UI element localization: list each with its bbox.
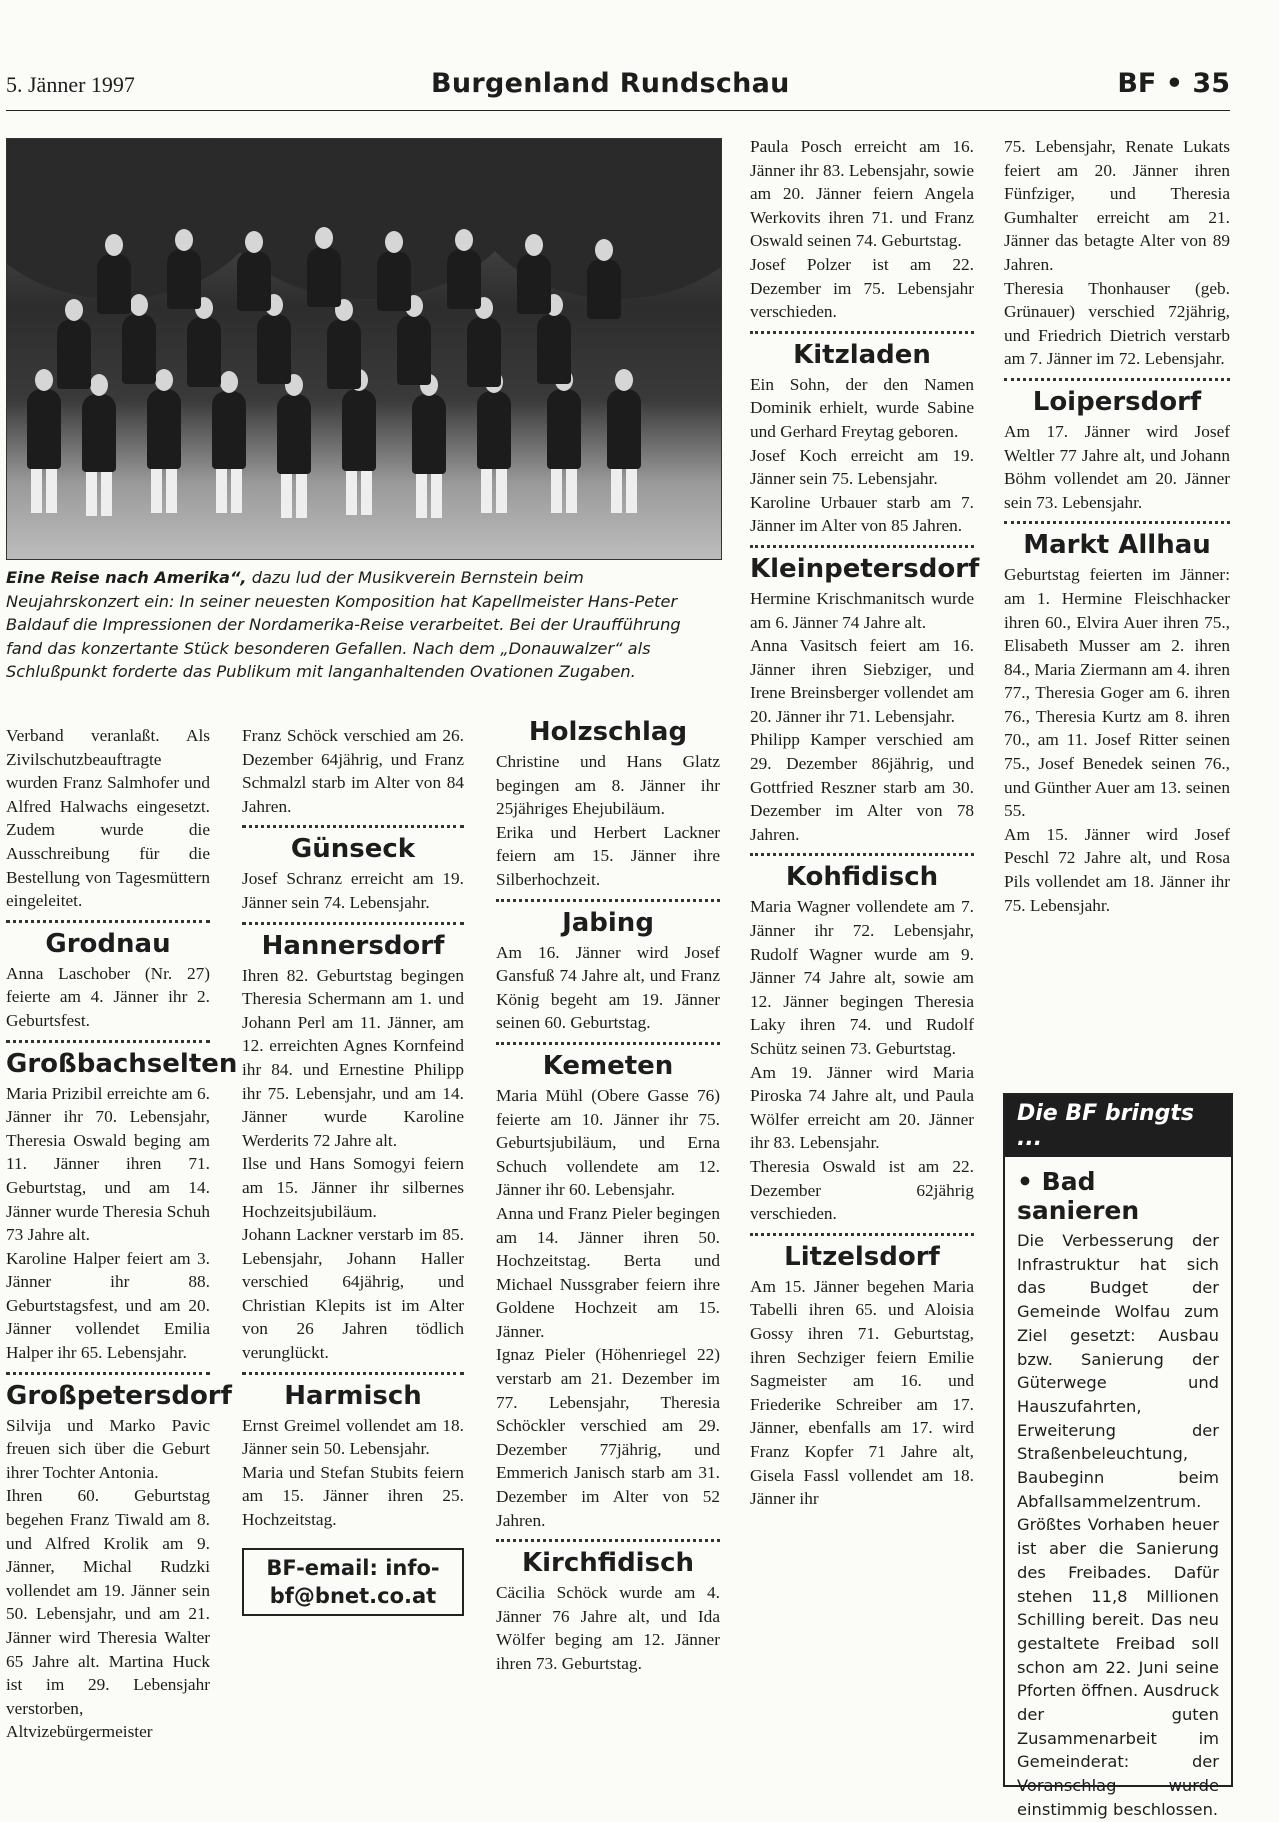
issue-date: 5. Jänner 1997 [6, 72, 135, 97]
heading-kirchfidisch: Kirchfidisch [522, 1548, 694, 1579]
col4-intro-1: Paula Posch erreicht am 16. Jänner ihr 83. Lebensjahr, sowie am 20. Jänner feiern Angela Werkovits ihren 71. und Franz Oswald seinen 74. Geburtstag. [750, 137, 974, 251]
divider [1004, 378, 1230, 381]
column-2 [242, 724, 464, 1616]
divider [750, 545, 974, 548]
hannersdorf-text-1: Ihren 82. Geburtstag begingen Theresia Schermann am 1. und Johann Perl am 11. Jänner, am 12. erreichten Agnes Kornfeind ihr 84. und Ernestine Philipp ihr 75. Lebensjahr, und am 14. Jänner wurde Karoline Werderits 72 Jahre alt. [242, 965, 464, 1150]
kleinpetersdorf-text-1: Hermine Krischmanitsch wurde am 6. Jänner 74 Jahre alt. [750, 588, 974, 632]
divider [496, 1539, 720, 1542]
heading-holzschlag: Holzschlag [528, 717, 688, 747]
kohfidisch-text-1: Maria Wagner vollendete am 7. Jänner ihr 72. Lebensjahr, Rudolf Wagner wurde am 9. Jänner 74 Jahre alt, sowie am 12. Jänner begingen Theresia Laky ihren 74. und Rudolf Schütz seinen 73. Geburtstag. [750, 897, 974, 1058]
loipersdorf-text: Am 17. Jänner wird Josef Weltler 77 Jahre alt, und Johann Böhm vollendet am 20. Jänner sein 73. Lebensjahr. [1004, 421, 1230, 512]
litzelsdorf-text: Am 15. Jänner begehen Maria Tabelli ihren 65. und Aloisia Gossy ihren 71. Geburtstag, ihren Sechziger feiern Emilie Sagmeister am 16. und Friederike Schreiber am 17. Jänner, ebenfalls am 17. wird Franz Kopfer 71 Jahre alt, Gisela Fassl vollendet am 18. Jänner ihr [750, 1276, 974, 1509]
harmisch-text-1: Ernst Greimel vollendet am 18. Jänner sein 50. Lebensjahr. [242, 1415, 464, 1459]
kitzladen-text-3: Karoline Urbauer starb am 7. Jänner im Alter von 85 Jahren. [750, 492, 974, 536]
heading-markt-allhau: Markt Allhau [1023, 530, 1211, 561]
heading-grosspetersdorf: Großpetersdorf [6, 1380, 232, 1411]
box-title-bar: Die BF bringts ... [1005, 1095, 1231, 1157]
heading-kemeten: Kemeten [542, 1050, 674, 1081]
divider [6, 1040, 210, 1043]
harmisch-text-2: Maria und Stefan Stubits feiern am 15. Jänner ihren 25. Hochzeitstag. [242, 1462, 464, 1530]
jabing-text: Am 16. Jänner wird Josef Gansfuß 74 Jahre alt, und Franz König begeht am 19. Jänner seinen 60. Geburtstag. [496, 942, 720, 1033]
newspaper-title: Burgenland Rundschau [431, 68, 790, 99]
heading-grodnau: Grodnau [45, 928, 171, 959]
column-3 [496, 712, 720, 1676]
divider [1004, 521, 1230, 524]
kohfidisch-text-3: Theresia Oswald ist am 22. Dezember 62jährig verschieden. [750, 1156, 974, 1224]
page-header [6, 70, 1230, 111]
kemeten-text-1: Maria Mühl (Obere Gasse 76) feierte am 10. Jänner ihr 75. Geburtsjubiläum, und Erna Schuch vollendete am 12. Jänner ihr 60. Lebensjahr. [496, 1085, 720, 1200]
divider [496, 1042, 720, 1045]
band-photo [6, 138, 722, 560]
divider [242, 922, 464, 925]
divider [750, 853, 974, 856]
box-text: Die Verbesserung der Infrastruktur hat sich das Budget der Gemeinde Wolfau zum Ziel gesetzt: Ausbau bzw. Sanierung der Güterwege und Hauszufahrten, Erweiterung der Straßenbeleuchtung, Baubeginn beim Abfallsammelzentrum. Größtes Vorhaben heuer ist aber die Sanierung des Freibades. Dafür stehen 11,8 Millionen Schilling bereit. Das neu gestaltete Freibad soll schon am 22. Juni seine Pforten öffnen. Ausdruck der guten Zusammenarbeit im Gemeinderat: der Voranschlag wurde einstimmig beschlossen. [1017, 1231, 1219, 1819]
kitzladen-text-1: Ein Sohn, der den Namen Dominik erhielt, wurde Sabine und Gerhard Freytag geboren. [750, 374, 974, 441]
col2-intro: Franz Schöck verschied am 26. Dezember 64jährig, und Franz Schmalzl starb im Alter von 84 Jahren. [242, 726, 464, 816]
heading-kitzladen: Kitzladen [793, 339, 931, 370]
markt-allhau-text-2: Am 15. Jänner wird Josef Peschl 72 Jahre alt, und Rosa Pils vollendet am 18. Jänner ihr 75. Lebensjahr. [1004, 824, 1230, 915]
divider [242, 825, 464, 828]
grossbachselten-text-2: Karoline Halper feiert am 3. Jänner ihr 88. Geburtstagsfest, und am 20. Jänner vollendet Emilia Halper ihr 65. Lebensjahr. [6, 1248, 210, 1363]
kemeten-text-2: Anna und Franz Pieler begingen am 14. Jänner ihren 50. Hochzeitstag. Berta und Michael Nussgraber feiern ihre Goldene Hochzeit am 15. Jänner. [496, 1203, 720, 1341]
column-1 [6, 724, 238, 1744]
heading-jabing: Jabing [562, 907, 654, 938]
kohfidisch-text-2: Am 19. Jänner wird Maria Piroska 74 Jahre alt, und Paula Wölfer erreicht am 20. Jänner ihr 83. Lebensjahr. [750, 1062, 974, 1153]
caption-text: dazu lud der Musikverein Bernstein beim Neujahrskonzert ein: In seiner neuesten Komposition hat Kapellmeister Hans-Peter Baldauf die Impressionen der Nordamerika-Reise verarbeitet. Bei der Uraufführung fand das konzertante Stück besonderen Gefallen. Nach dem „Donauwalzer“ als Schlußpunkt forderte das Publikum mit langanhaltenden Ovationen Zugaben. [6, 568, 681, 681]
heading-litzelsdorf: Litzelsdorf [784, 1241, 940, 1272]
col1-intro: Verband veranlaßt. Als Zivilschutzbeauftragte wurden Franz Salmhofer und Alfred Halwachs eingesetzt. Zudem wurde die Ausschreibung für die Bestellung von Tagesmüttern eingeleitet. [6, 726, 210, 911]
hannersdorf-text-3: Johann Lackner verstarb im 85. Lebensjahr, Johann Haller verschied 64jährig, und Christian Klepits ist im Alter von 26 Jahren tödlich verunglückt. [242, 1225, 464, 1363]
holzschlag-text-1: Christine und Hans Glatz begingen am 8. Jänner ihr 25jähriges Ehejubiläum. [496, 752, 720, 819]
bf-brings-box [1003, 1093, 1233, 1819]
col5-intro-1: 75. Lebensjahr, Renate Lukats feiert am 20. Jänner ihren Fünfziger, und Theresia Gumhalter erreicht am 21. Jänner das betagte Alter von 89 Jahren. [1004, 137, 1230, 274]
grosspetersdorf-text-1: Silvija und Marko Pavic freuen sich über die Geburt ihrer Tochter Antonia. [6, 1415, 210, 1482]
kirchfidisch-text: Cäcilia Schöck wurde am 4. Jänner 76 Jahre alt, und Ida Wölfer beging am 12. Jänner ihren 73. Geburtstag. [496, 1583, 720, 1673]
divider [6, 1372, 210, 1375]
box-heading: • Bad sanieren [1017, 1167, 1140, 1225]
heading-harmisch: Harmisch [284, 1380, 422, 1411]
heading-grossbachselten: Großbachselten [6, 1048, 238, 1079]
col5-intro-2: Theresia Thonhauser (geb. Grünauer) verschied 72jährig, und Friedrich Dietrich verstarb am 7. Jänner im 72. Lebensjahr. [1004, 278, 1230, 369]
divider [496, 899, 720, 902]
kleinpetersdorf-text-2: Anna Vasitsch feiert am 16. Jänner ihren Siebziger, und Irene Breinsberger vollendet am 20. Jänner ihr 71. Lebensjahr. [750, 636, 974, 726]
divider [242, 1372, 464, 1375]
heading-kohfidisch: Kohfidisch [785, 862, 939, 893]
heading-loipersdorf: Loipersdorf [1032, 386, 1202, 417]
divider [6, 920, 210, 923]
hannersdorf-text-2: Ilse und Hans Somogyi feiern am 15. Jänner ihr silbernes Hochzeitsjubiläum. [242, 1154, 464, 1221]
kitzladen-text-2: Josef Koch erreicht am 19. Jänner sein 75. Lebensjahr. [750, 445, 974, 489]
kleinpetersdorf-text-3: Philipp Kamper verschied am 29. Dezember 86jährig, und Gottfried Reszner starb am 30. Dezember im Alter von 78 Jahren. [750, 730, 974, 844]
caption-lead: Eine Reise nach Amerika“, [6, 568, 247, 587]
grodnau-text: Anna Laschober (Nr. 27) feierte am 4. Jänner ihr 2. Geburtsfest. [6, 963, 210, 1030]
email-box: BF-email: info-bf@bnet.co.at [242, 1548, 464, 1616]
column-5 [1004, 135, 1230, 917]
col4-intro-2: Josef Polzer ist am 22. Dezember im 75. Lebensjahr verschieden. [750, 254, 974, 322]
grosspetersdorf-text-2: Ihren 60. Geburtstag begehen Franz Tiwald am 8. und Alfred Krolik am 9. Jänner, Michal Rudzki vollendet am 19. Jänner sein 50. Lebensjahr, und am 21. Jänner wird Theresia Walter 65 Jahre alt. Martina Huck ist im 29. Lebensjahr verstorben, Altvizebürgermeister [6, 1486, 210, 1742]
divider [750, 331, 974, 334]
heading-guenseck: Günseck [290, 834, 416, 865]
heading-hannersdorf: Hannersdorf [261, 930, 445, 961]
holzschlag-text-2: Erika und Herbert Lackner feiern am 15. Jänner ihre Silberhochzeit. [496, 822, 720, 889]
kemeten-text-3: Ignaz Pieler (Höhenriegel 22) verstarb am 21. Dezember im 77. Lebensjahr, Theresia Schöckler verschied am 29. Dezember 77jährig, und Emmerich Janisch starb am 31. Dezember im Alter von 52 Jahren. [496, 1345, 720, 1530]
markt-allhau-text-1: Geburtstag feierten im Jänner: am 1. Hermine Fleischhacker ihren 60., Elvira Auer ihren 75., Elisabeth Musser am 2. ihren 84., Maria Ziermann am 4. ihren 77., Theresia Goger am 6. ihren 76., Theresia Kurtz am 8. ihren 70., am 11. Josef Ritter seinen 75., Josef Benedek seinen 76., und Günther Auer am 13. seinen 55. [1004, 565, 1230, 821]
guenseck-text: Josef Schranz erreicht am 19. Jänner sein 74. Lebensjahr. [242, 869, 464, 912]
grossbachselten-text-1: Maria Prizibil erreichte am 6. Jänner ihr 70. Lebensjahr, Theresia Oswald beging am 11. Jänner ihren 71. Geburtstag, und am 14. Jänner wurde Theresia Schuh 73 Jahre alt. [6, 1083, 210, 1245]
heading-kleinpetersdorf: Kleinpetersdorf [750, 553, 980, 584]
photo-caption [6, 566, 720, 684]
page-number: BF • 35 [1117, 68, 1230, 99]
column-4 [750, 135, 980, 1511]
divider [750, 1233, 974, 1236]
